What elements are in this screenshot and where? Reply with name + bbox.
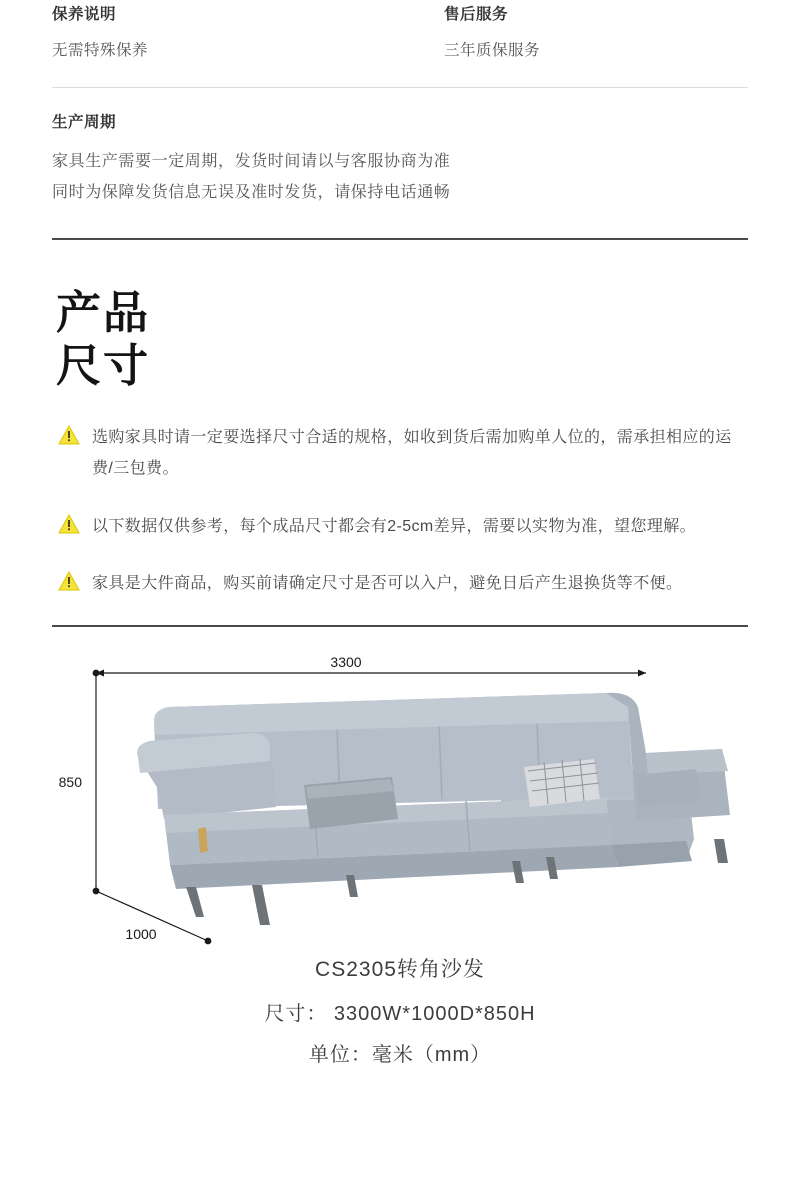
after-sales-text: 三年质保服务 — [444, 41, 541, 59]
production-cycle-line-2: 同时为保障发货信息无误及准时发货，请保持电话通畅 — [52, 183, 451, 201]
warning-list — [52, 392, 748, 599]
warning-item — [58, 568, 748, 599]
sofa-dimension-drawing — [46, 649, 746, 949]
width-label: 3300 — [330, 654, 362, 671]
product-size: 尺寸： 3300W*1000D*850H — [264, 1003, 536, 1026]
divider-dark-bottom — [52, 625, 748, 627]
height-label: 850 — [58, 774, 82, 791]
warning-item — [58, 422, 748, 484]
warning-triangle-icon — [58, 425, 80, 445]
section-heading-line-2: 尺寸 — [56, 340, 151, 392]
warning-item — [58, 511, 748, 542]
section-heading-line-1: 产品 — [56, 287, 151, 339]
warning-text: 选购家具时请一定要选择尺寸合适的规格，如收到货后需加购单人位的，需承担相应的运费/三包费。 — [92, 429, 732, 478]
figure-caption — [52, 953, 748, 1067]
height-dimension-line — [93, 670, 100, 895]
after-sales-block — [400, 6, 748, 61]
care-instructions-text: 无需特殊保养 — [52, 41, 149, 59]
care-instructions-block — [52, 6, 400, 61]
dimension-figure — [52, 649, 748, 949]
corner-sofa-photo — [137, 693, 730, 925]
care-instructions-title: 保养说明 — [52, 6, 117, 23]
warning-triangle-icon — [58, 571, 80, 591]
section-heading — [52, 240, 748, 392]
depth-label: 1000 — [125, 926, 157, 943]
production-cycle-block — [52, 88, 748, 208]
warning-triangle-icon — [58, 514, 80, 534]
care-and-service-info — [52, 0, 748, 61]
warning-text: 家具是大件商品，购买前请确定尺寸是否可以入户，避免日后产生退换货等不便。 — [92, 574, 683, 592]
product-unit: 单位：毫米（mm） — [308, 1044, 492, 1067]
after-sales-title: 售后服务 — [444, 6, 509, 23]
production-cycle-title: 生产周期 — [52, 113, 117, 131]
warning-text: 以下数据仅供参考，每个成品尺寸都会有2-5cm差异，需要以实物为准，望您理解。 — [92, 517, 697, 535]
product-model: CS2305转角沙发 — [315, 958, 485, 982]
width-dimension-line — [96, 670, 646, 677]
production-cycle-line-1: 家具生产需要一定周期，发货时间请以与客服协商为准 — [52, 152, 451, 170]
